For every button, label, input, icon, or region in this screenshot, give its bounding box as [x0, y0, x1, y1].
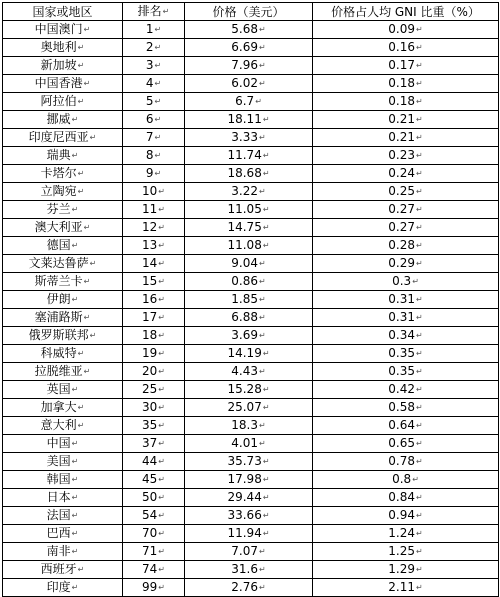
cell-country: 新加坡 ↵	[3, 57, 123, 75]
cell-price: 6.69 ↵	[185, 39, 313, 57]
table-row	[3, 219, 499, 237]
cell-price: 35.73 ↵	[185, 453, 313, 471]
cell-country: 伊朗 ↵	[3, 291, 123, 309]
cell-gni-share: 0.21 ↵	[313, 111, 499, 129]
cell-country: 法国 ↵	[3, 507, 123, 525]
cell-price: 3.33 ↵	[185, 129, 313, 147]
cell-country: 阿拉伯 ↵	[3, 93, 123, 111]
cell-price: 15.28 ↵	[185, 381, 313, 399]
cell-gni-share: 0.64 ↵	[313, 417, 499, 435]
cell-country: 芬兰 ↵	[3, 201, 123, 219]
cell-country: 韩国 ↵	[3, 471, 123, 489]
cell-rank: 45 ↵	[123, 471, 185, 489]
cell-gni-share: 0.42 ↵	[313, 381, 499, 399]
cell-country: 南非 ↵	[3, 543, 123, 561]
cell-rank: 35 ↵	[123, 417, 185, 435]
cell-rank: 9 ↵	[123, 165, 185, 183]
cell-price: 5.68 ↵	[185, 21, 313, 39]
cell-country: 中国澳门 ↵	[3, 21, 123, 39]
cell-gni-share: 0.27 ↵	[313, 201, 499, 219]
cell-country: 巴西 ↵	[3, 525, 123, 543]
table-row	[3, 525, 499, 543]
cell-gni-share: 0.18 ↵	[313, 75, 499, 93]
table-row	[3, 165, 499, 183]
cell-price: 18.3 ↵	[185, 417, 313, 435]
table-row	[3, 435, 499, 453]
price-table	[2, 2, 499, 597]
cell-country: 美国 ↵	[3, 453, 123, 471]
cell-gni-share: 0.28 ↵	[313, 237, 499, 255]
cell-gni-share: 0.23 ↵	[313, 147, 499, 165]
cell-price: 3.22 ↵	[185, 183, 313, 201]
header-gni-share: 价格占人均 GNI 比重（%）	[313, 3, 499, 21]
cell-price: 1.85 ↵	[185, 291, 313, 309]
cell-price: 18.68 ↵	[185, 165, 313, 183]
cell-country: 文莱达鲁萨 ↵	[3, 255, 123, 273]
cell-gni-share: 0.16 ↵	[313, 39, 499, 57]
cell-price: 17.98 ↵	[185, 471, 313, 489]
cell-rank: 4 ↵	[123, 75, 185, 93]
cell-price: 14.75 ↵	[185, 219, 313, 237]
cell-gni-share: 0.3 ↵	[313, 273, 499, 291]
table-row	[3, 93, 499, 111]
cell-price: 7.96 ↵	[185, 57, 313, 75]
cell-country: 西班牙 ↵	[3, 561, 123, 579]
table-row	[3, 471, 499, 489]
cell-price: 11.94 ↵	[185, 525, 313, 543]
cell-country: 立陶宛 ↵	[3, 183, 123, 201]
table-row	[3, 291, 499, 309]
cell-country: 科威特 ↵	[3, 345, 123, 363]
cell-price: 2.76 ↵	[185, 579, 313, 597]
cell-rank: 54 ↵	[123, 507, 185, 525]
cell-gni-share: 0.24 ↵	[313, 165, 499, 183]
cell-country: 德国 ↵	[3, 237, 123, 255]
cell-rank: 50 ↵	[123, 489, 185, 507]
cell-gni-share: 0.34 ↵	[313, 327, 499, 345]
table-row	[3, 399, 499, 417]
table-row	[3, 75, 499, 93]
cell-gni-share: 0.65 ↵	[313, 435, 499, 453]
cell-price: 4.43 ↵	[185, 363, 313, 381]
cell-rank: 70 ↵	[123, 525, 185, 543]
cell-price: 6.02 ↵	[185, 75, 313, 93]
cell-gni-share: 0.21 ↵	[313, 129, 499, 147]
cell-country: 卡塔尔 ↵	[3, 165, 123, 183]
cell-gni-share: 1.25 ↵	[313, 543, 499, 561]
table-row	[3, 543, 499, 561]
cell-rank: 19 ↵	[123, 345, 185, 363]
cell-gni-share: 0.58 ↵	[313, 399, 499, 417]
cell-rank: 12 ↵	[123, 219, 185, 237]
cell-rank: 13 ↵	[123, 237, 185, 255]
cell-country: 斯蒂兰卡 ↵	[3, 273, 123, 291]
cell-country: 澳大利亚 ↵	[3, 219, 123, 237]
cell-country: 意大利 ↵	[3, 417, 123, 435]
cell-price: 6.7 ↵	[185, 93, 313, 111]
cell-price: 11.74 ↵	[185, 147, 313, 165]
cell-gni-share: 0.27 ↵	[313, 219, 499, 237]
cell-gni-share: 2.11 ↵	[313, 579, 499, 597]
cell-rank: 11 ↵	[123, 201, 185, 219]
table-row	[3, 237, 499, 255]
cell-price: 11.05 ↵	[185, 201, 313, 219]
table-row	[3, 381, 499, 399]
cell-price: 18.11 ↵	[185, 111, 313, 129]
cell-price: 11.08 ↵	[185, 237, 313, 255]
table-row	[3, 129, 499, 147]
table-row	[3, 111, 499, 129]
cell-rank: 16 ↵	[123, 291, 185, 309]
cell-rank: 74 ↵	[123, 561, 185, 579]
cell-country: 中国 ↵	[3, 435, 123, 453]
cell-rank: 71 ↵	[123, 543, 185, 561]
cell-rank: 17 ↵	[123, 309, 185, 327]
table-row	[3, 255, 499, 273]
cell-rank: 6 ↵	[123, 111, 185, 129]
header-country: 国家或地区	[3, 3, 123, 21]
table-row	[3, 39, 499, 57]
cell-price: 0.86 ↵	[185, 273, 313, 291]
cell-rank: 1 ↵	[123, 21, 185, 39]
cell-gni-share: 0.17 ↵	[313, 57, 499, 75]
table-row	[3, 453, 499, 471]
table-row	[3, 579, 499, 597]
cell-gni-share: 1.29 ↵	[313, 561, 499, 579]
cell-country: 挪威 ↵	[3, 111, 123, 129]
cell-price: 29.44 ↵	[185, 489, 313, 507]
table-row	[3, 21, 499, 39]
cell-price: 33.66 ↵	[185, 507, 313, 525]
table-row	[3, 327, 499, 345]
cell-price: 6.88 ↵	[185, 309, 313, 327]
cell-rank: 25 ↵	[123, 381, 185, 399]
cell-price: 7.07 ↵	[185, 543, 313, 561]
cell-country: 日本 ↵	[3, 489, 123, 507]
header-rank: 排名 ↵	[123, 3, 185, 21]
cell-rank: 20 ↵	[123, 363, 185, 381]
cell-rank: 44 ↵	[123, 453, 185, 471]
cell-price: 31.6 ↵	[185, 561, 313, 579]
cell-gni-share: 0.35 ↵	[313, 345, 499, 363]
cell-country: 加拿大 ↵	[3, 399, 123, 417]
cell-country: 中国香港 ↵	[3, 75, 123, 93]
table-row	[3, 489, 499, 507]
cell-gni-share: 0.78 ↵	[313, 453, 499, 471]
header-price: 价格（美元）	[185, 3, 313, 21]
cell-rank: 2 ↵	[123, 39, 185, 57]
cell-rank: 30 ↵	[123, 399, 185, 417]
cell-country: 印度 ↵	[3, 579, 123, 597]
cell-rank: 15 ↵	[123, 273, 185, 291]
cell-country: 塞浦路斯 ↵	[3, 309, 123, 327]
cell-gni-share: 0.8 ↵	[313, 471, 499, 489]
cell-gni-share: 0.18 ↵	[313, 93, 499, 111]
table-row	[3, 561, 499, 579]
cell-rank: 99 ↵	[123, 579, 185, 597]
cell-price: 4.01 ↵	[185, 435, 313, 453]
table-row	[3, 57, 499, 75]
cell-gni-share: 0.35 ↵	[313, 363, 499, 381]
cell-country: 英国 ↵	[3, 381, 123, 399]
header-row	[3, 3, 499, 21]
table-row	[3, 417, 499, 435]
cell-gni-share: 0.31 ↵	[313, 309, 499, 327]
cell-price: 3.69 ↵	[185, 327, 313, 345]
table-row	[3, 309, 499, 327]
cell-price: 14.19 ↵	[185, 345, 313, 363]
cell-gni-share: 0.09 ↵	[313, 21, 499, 39]
cell-rank: 37 ↵	[123, 435, 185, 453]
cell-rank: 5 ↵	[123, 93, 185, 111]
cell-rank: 18 ↵	[123, 327, 185, 345]
cell-country: 奥地利 ↵	[3, 39, 123, 57]
cell-gni-share: 1.24 ↵	[313, 525, 499, 543]
table-row	[3, 363, 499, 381]
cell-price: 25.07 ↵	[185, 399, 313, 417]
cell-gni-share: 0.94 ↵	[313, 507, 499, 525]
cell-rank: 7 ↵	[123, 129, 185, 147]
cell-country: 瑞典 ↵	[3, 147, 123, 165]
table-row	[3, 201, 499, 219]
table-row	[3, 147, 499, 165]
cell-country: 俄罗斯联邦 ↵	[3, 327, 123, 345]
cell-gni-share: 0.29 ↵	[313, 255, 499, 273]
table-row	[3, 273, 499, 291]
cell-gni-share: 0.31 ↵	[313, 291, 499, 309]
cell-rank: 8 ↵	[123, 147, 185, 165]
cell-gni-share: 0.84 ↵	[313, 489, 499, 507]
cell-rank: 10 ↵	[123, 183, 185, 201]
table-row	[3, 345, 499, 363]
cell-rank: 3 ↵	[123, 57, 185, 75]
cell-price: 9.04 ↵	[185, 255, 313, 273]
cell-rank: 14 ↵	[123, 255, 185, 273]
cell-country: 印度尼西亚 ↵	[3, 129, 123, 147]
cell-gni-share: 0.25 ↵	[313, 183, 499, 201]
cell-country: 拉脱维亚 ↵	[3, 363, 123, 381]
table-row	[3, 183, 499, 201]
